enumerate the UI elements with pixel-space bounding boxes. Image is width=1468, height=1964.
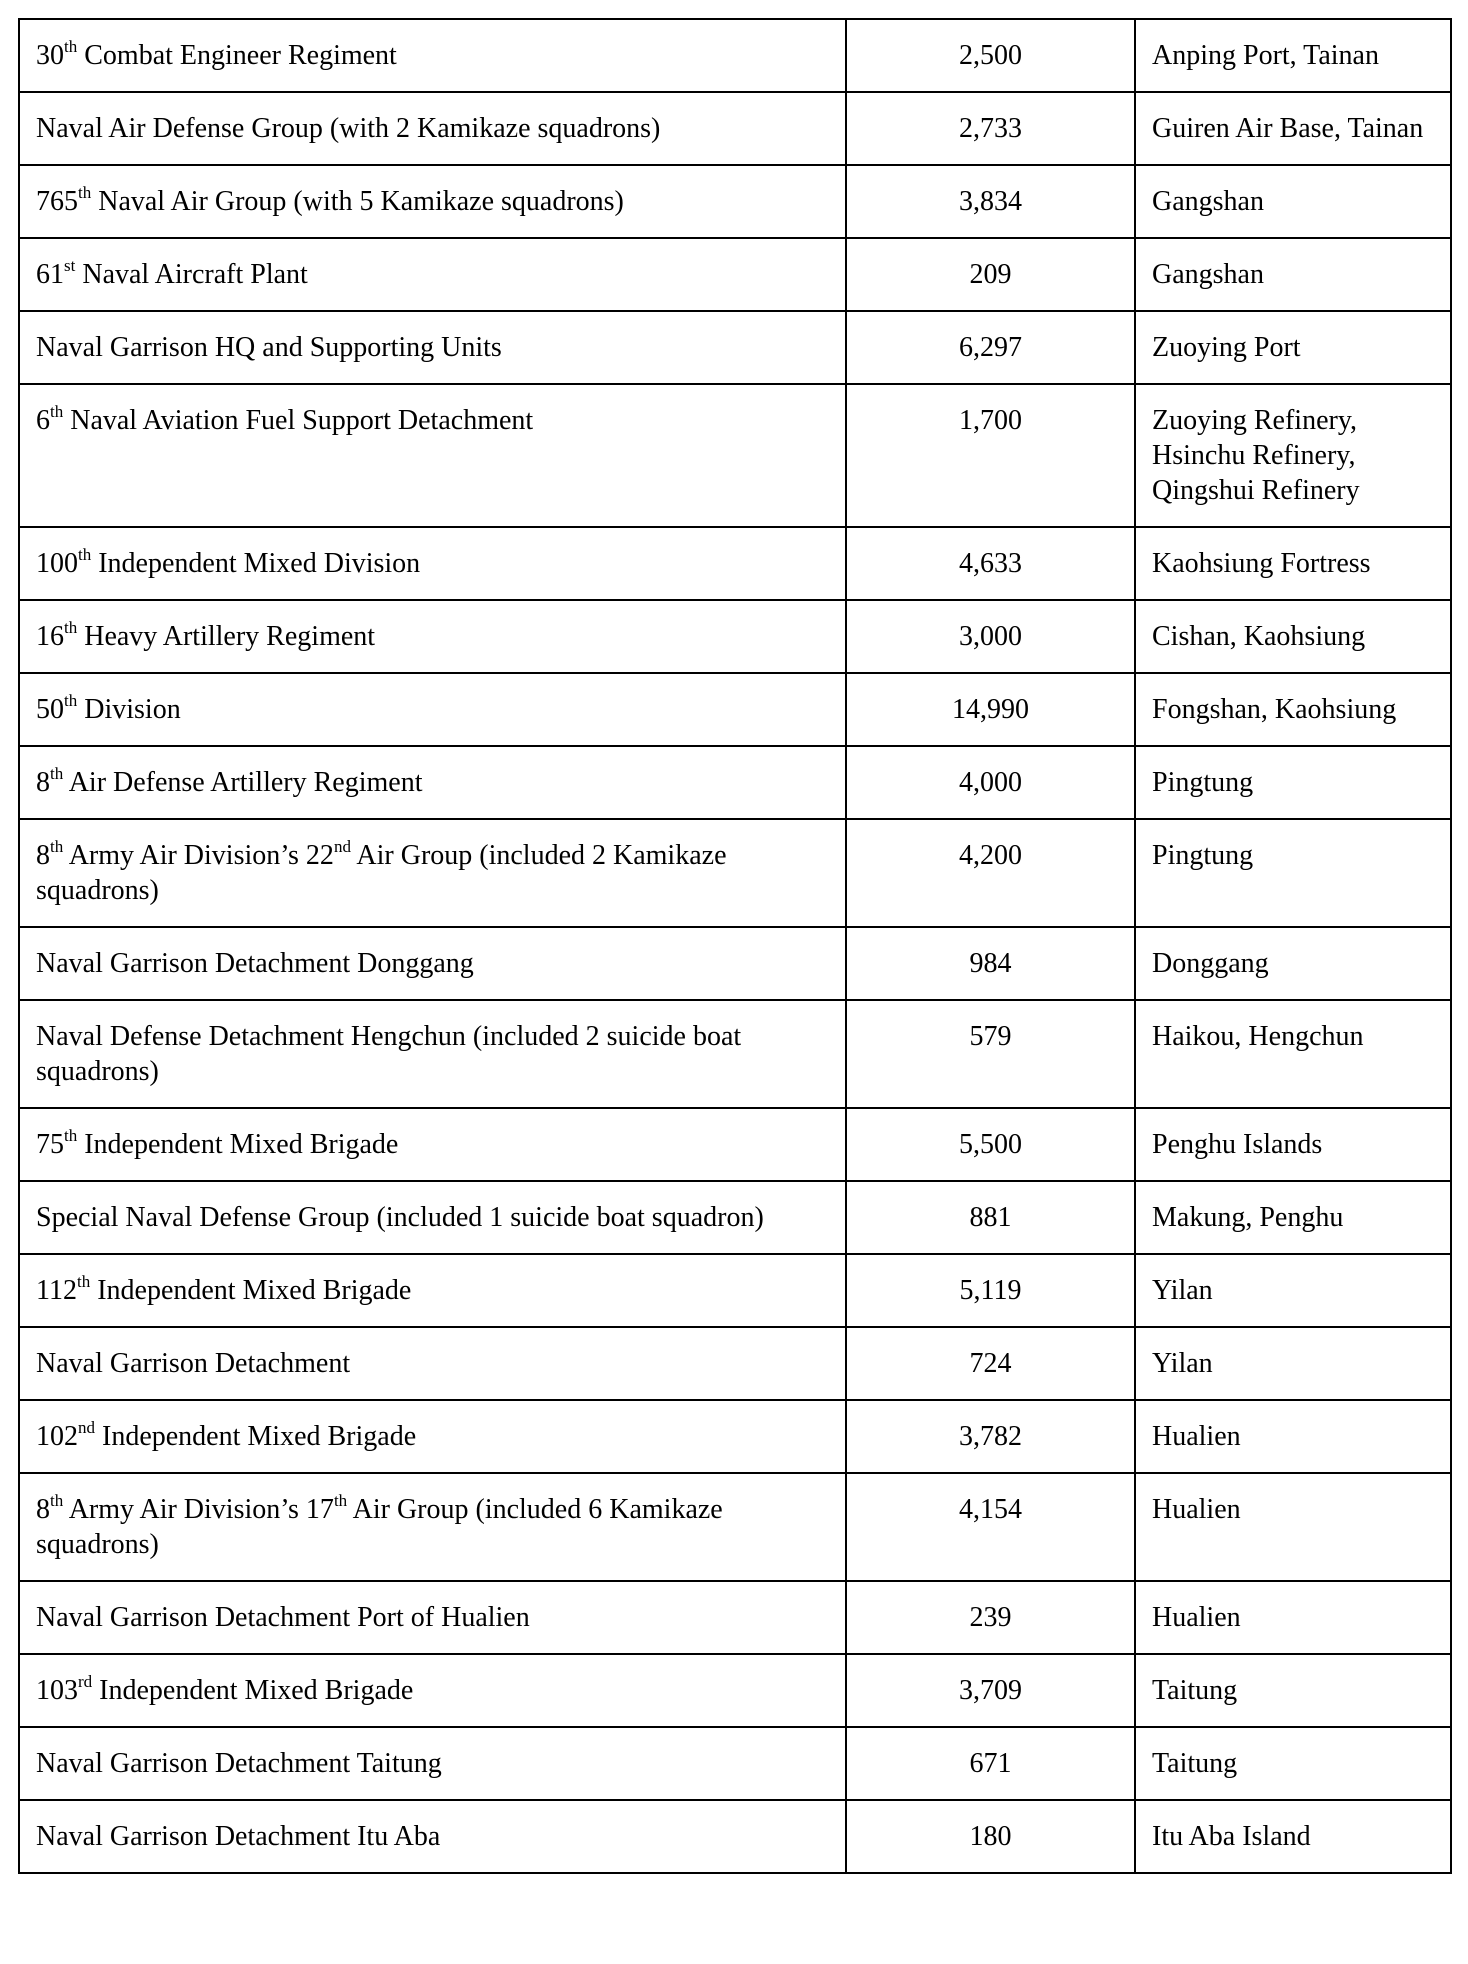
troop-count-cell: 881 xyxy=(846,1181,1135,1254)
unit-name-text: Naval Garrison Detachment xyxy=(36,1348,351,1379)
troop-count-cell: 209 xyxy=(846,238,1135,311)
troop-count-cell: 3,782 xyxy=(846,1400,1135,1473)
table-row xyxy=(19,92,1451,165)
unit-name-text: Division xyxy=(77,694,181,725)
location-cell: Hualien xyxy=(1135,1473,1451,1581)
unit-name-text: Naval Defense Detachment Hengchun (included 2 suicide boat squadrons) xyxy=(36,1021,742,1087)
ordinal-suffix: th xyxy=(50,837,64,856)
location-cell: Pingtung xyxy=(1135,746,1451,819)
unit-name-text: 112 xyxy=(36,1275,77,1306)
table-row xyxy=(19,1581,1451,1654)
ordinal-suffix: th xyxy=(50,1491,64,1510)
troop-count-cell: 180 xyxy=(846,1800,1135,1873)
unit-name-text: Naval Air Defense Group (with 2 Kamikaze squadrons) xyxy=(36,113,661,144)
unit-name-text: Independent Mixed Division xyxy=(91,548,421,579)
troop-count-cell: 579 xyxy=(846,1000,1135,1108)
ordinal-suffix: th xyxy=(64,691,78,710)
ordinal-suffix: rd xyxy=(78,1672,93,1691)
unit-name-text: 75 xyxy=(36,1129,64,1160)
location-cell: Taitung xyxy=(1135,1727,1451,1800)
location-cell: Gangshan xyxy=(1135,238,1451,311)
ordinal-suffix: th xyxy=(50,764,64,783)
unit-name-cell xyxy=(19,1473,846,1581)
table-row xyxy=(19,1000,1451,1108)
location-cell: Gangshan xyxy=(1135,165,1451,238)
unit-name-text: 765 xyxy=(36,186,78,217)
unit-name-text: 8 xyxy=(36,1494,50,1525)
table-row xyxy=(19,238,1451,311)
table-row xyxy=(19,1181,1451,1254)
table-body xyxy=(19,19,1451,1873)
unit-name-cell xyxy=(19,92,846,165)
unit-name-text: 100 xyxy=(36,548,78,579)
table-row xyxy=(19,1473,1451,1581)
table-row xyxy=(19,1654,1451,1727)
table-row xyxy=(19,927,1451,1000)
unit-name-text: 8 xyxy=(36,767,50,798)
location-cell: Yilan xyxy=(1135,1327,1451,1400)
table-row xyxy=(19,673,1451,746)
unit-name-text: Naval Garrison HQ and Supporting Units xyxy=(36,332,502,363)
ordinal-suffix: th xyxy=(64,618,78,637)
location-cell: Fongshan, Kaohsiung xyxy=(1135,673,1451,746)
table-row xyxy=(19,1727,1451,1800)
unit-name-cell xyxy=(19,927,846,1000)
location-cell: Guiren Air Base, Tainan xyxy=(1135,92,1451,165)
unit-name-text: 30 xyxy=(36,40,64,71)
troop-count-cell: 239 xyxy=(846,1581,1135,1654)
unit-name-cell xyxy=(19,238,846,311)
unit-name-text: 16 xyxy=(36,621,64,652)
unit-name-text: Combat Engineer Regiment xyxy=(77,40,397,71)
location-cell: Yilan xyxy=(1135,1254,1451,1327)
troop-count-cell: 5,119 xyxy=(846,1254,1135,1327)
unit-name-text: Air Defense Artillery Regiment xyxy=(63,767,423,798)
location-cell: Taitung xyxy=(1135,1654,1451,1727)
location-cell: Kaohsiung Fortress xyxy=(1135,527,1451,600)
unit-name-cell xyxy=(19,1181,846,1254)
troop-count-cell: 3,000 xyxy=(846,600,1135,673)
unit-name-cell xyxy=(19,1108,846,1181)
table-row xyxy=(19,819,1451,927)
location-cell: Hualien xyxy=(1135,1400,1451,1473)
table-row xyxy=(19,1327,1451,1400)
unit-name-cell xyxy=(19,1400,846,1473)
ordinal-suffix: th xyxy=(78,183,92,202)
troop-count-cell: 2,500 xyxy=(846,19,1135,92)
unit-name-cell xyxy=(19,1654,846,1727)
unit-name-text: Naval Garrison Detachment Port of Hualien xyxy=(36,1602,530,1633)
ordinal-suffix: nd xyxy=(78,1418,95,1437)
troop-count-cell: 6,297 xyxy=(846,311,1135,384)
unit-name-text: Army Air Division’s 22 xyxy=(63,840,334,871)
ordinal-suffix: th xyxy=(333,1491,348,1510)
unit-name-text: Independent Mixed Brigade xyxy=(95,1421,417,1452)
unit-name-cell xyxy=(19,1727,846,1800)
unit-name-text: Naval Garrison Detachment Itu Aba xyxy=(36,1821,441,1852)
location-cell: Pingtung xyxy=(1135,819,1451,927)
unit-name-text: Naval Aircraft Plant xyxy=(75,259,308,290)
troop-count-cell: 3,834 xyxy=(846,165,1135,238)
unit-name-text: Army Air Division’s 17 xyxy=(63,1494,334,1525)
unit-name-cell xyxy=(19,600,846,673)
unit-name-text: Independent Mixed Brigade xyxy=(77,1129,399,1160)
unit-name-cell xyxy=(19,311,846,384)
ordinal-suffix: th xyxy=(78,545,92,564)
troop-count-cell: 724 xyxy=(846,1327,1135,1400)
unit-name-text: Naval Aviation Fuel Support Detachment xyxy=(63,405,534,436)
table-row xyxy=(19,1800,1451,1873)
unit-name-text: Independent Mixed Brigade xyxy=(90,1275,412,1306)
table-row xyxy=(19,527,1451,600)
garrison-units-table xyxy=(18,18,1452,1874)
unit-name-text: Heavy Artillery Regiment xyxy=(77,621,376,652)
unit-name-text: 50 xyxy=(36,694,64,725)
location-cell: Zuoying Refinery, Hsinchu Refinery, Qingshui Refinery xyxy=(1135,384,1451,527)
troop-count-cell: 4,154 xyxy=(846,1473,1135,1581)
unit-name-cell xyxy=(19,1800,846,1873)
table-row xyxy=(19,1108,1451,1181)
troop-count-cell: 4,200 xyxy=(846,819,1135,927)
unit-name-cell xyxy=(19,165,846,238)
troop-count-cell: 5,500 xyxy=(846,1108,1135,1181)
unit-name-cell xyxy=(19,527,846,600)
unit-name-text: 8 xyxy=(36,840,50,871)
location-cell: Penghu Islands xyxy=(1135,1108,1451,1181)
unit-name-cell xyxy=(19,673,846,746)
unit-name-text: 6 xyxy=(36,405,50,436)
unit-name-cell xyxy=(19,1000,846,1108)
location-cell: Itu Aba Island xyxy=(1135,1800,1451,1873)
unit-name-text: Air Group (included 6 Kamikaze squadrons) xyxy=(36,1494,723,1560)
troop-count-cell: 3,709 xyxy=(846,1654,1135,1727)
table-row xyxy=(19,1254,1451,1327)
unit-name-cell xyxy=(19,1581,846,1654)
ordinal-suffix: th xyxy=(76,1272,91,1291)
table-row xyxy=(19,1400,1451,1473)
ordinal-suffix: th xyxy=(64,37,78,56)
location-cell: Zuoying Port xyxy=(1135,311,1451,384)
troop-count-cell: 4,000 xyxy=(846,746,1135,819)
ordinal-suffix: st xyxy=(64,256,76,275)
table-row xyxy=(19,746,1451,819)
ordinal-suffix: th xyxy=(50,402,64,421)
location-cell: Hualien xyxy=(1135,1581,1451,1654)
unit-name-text: Naval Garrison Detachment Taitung xyxy=(36,1748,442,1779)
troop-count-cell: 4,633 xyxy=(846,527,1135,600)
unit-name-cell xyxy=(19,19,846,92)
troop-count-cell: 2,733 xyxy=(846,92,1135,165)
table-row xyxy=(19,384,1451,527)
unit-name-cell xyxy=(19,819,846,927)
troop-count-cell: 1,700 xyxy=(846,384,1135,527)
unit-name-text: Naval Garrison Detachment Donggang xyxy=(36,948,474,979)
unit-name-cell xyxy=(19,1327,846,1400)
location-cell: Haikou, Hengchun xyxy=(1135,1000,1451,1108)
table-row xyxy=(19,600,1451,673)
location-cell: Makung, Penghu xyxy=(1135,1181,1451,1254)
unit-name-text: Naval Air Group (with 5 Kamikaze squadrons) xyxy=(91,186,624,217)
ordinal-suffix: nd xyxy=(333,837,351,856)
unit-name-cell xyxy=(19,384,846,527)
unit-name-text: 103 xyxy=(36,1675,78,1706)
unit-name-text: 61 xyxy=(36,259,64,290)
troop-count-cell: 14,990 xyxy=(846,673,1135,746)
location-cell: Cishan, Kaohsiung xyxy=(1135,600,1451,673)
unit-name-text: Air Group (included 2 Kamikaze squadrons) xyxy=(36,840,727,906)
table-row xyxy=(19,165,1451,238)
unit-name-cell xyxy=(19,1254,846,1327)
unit-name-cell xyxy=(19,746,846,819)
location-cell: Anping Port, Tainan xyxy=(1135,19,1451,92)
location-cell: Donggang xyxy=(1135,927,1451,1000)
ordinal-suffix: th xyxy=(64,1126,78,1145)
unit-name-text: Special Naval Defense Group (included 1 suicide boat squadron) xyxy=(36,1202,764,1233)
troop-count-cell: 671 xyxy=(846,1727,1135,1800)
unit-name-text: Independent Mixed Brigade xyxy=(92,1675,414,1706)
troop-count-cell: 984 xyxy=(846,927,1135,1000)
unit-name-text: 102 xyxy=(36,1421,78,1452)
table-row xyxy=(19,311,1451,384)
table-row xyxy=(19,19,1451,92)
